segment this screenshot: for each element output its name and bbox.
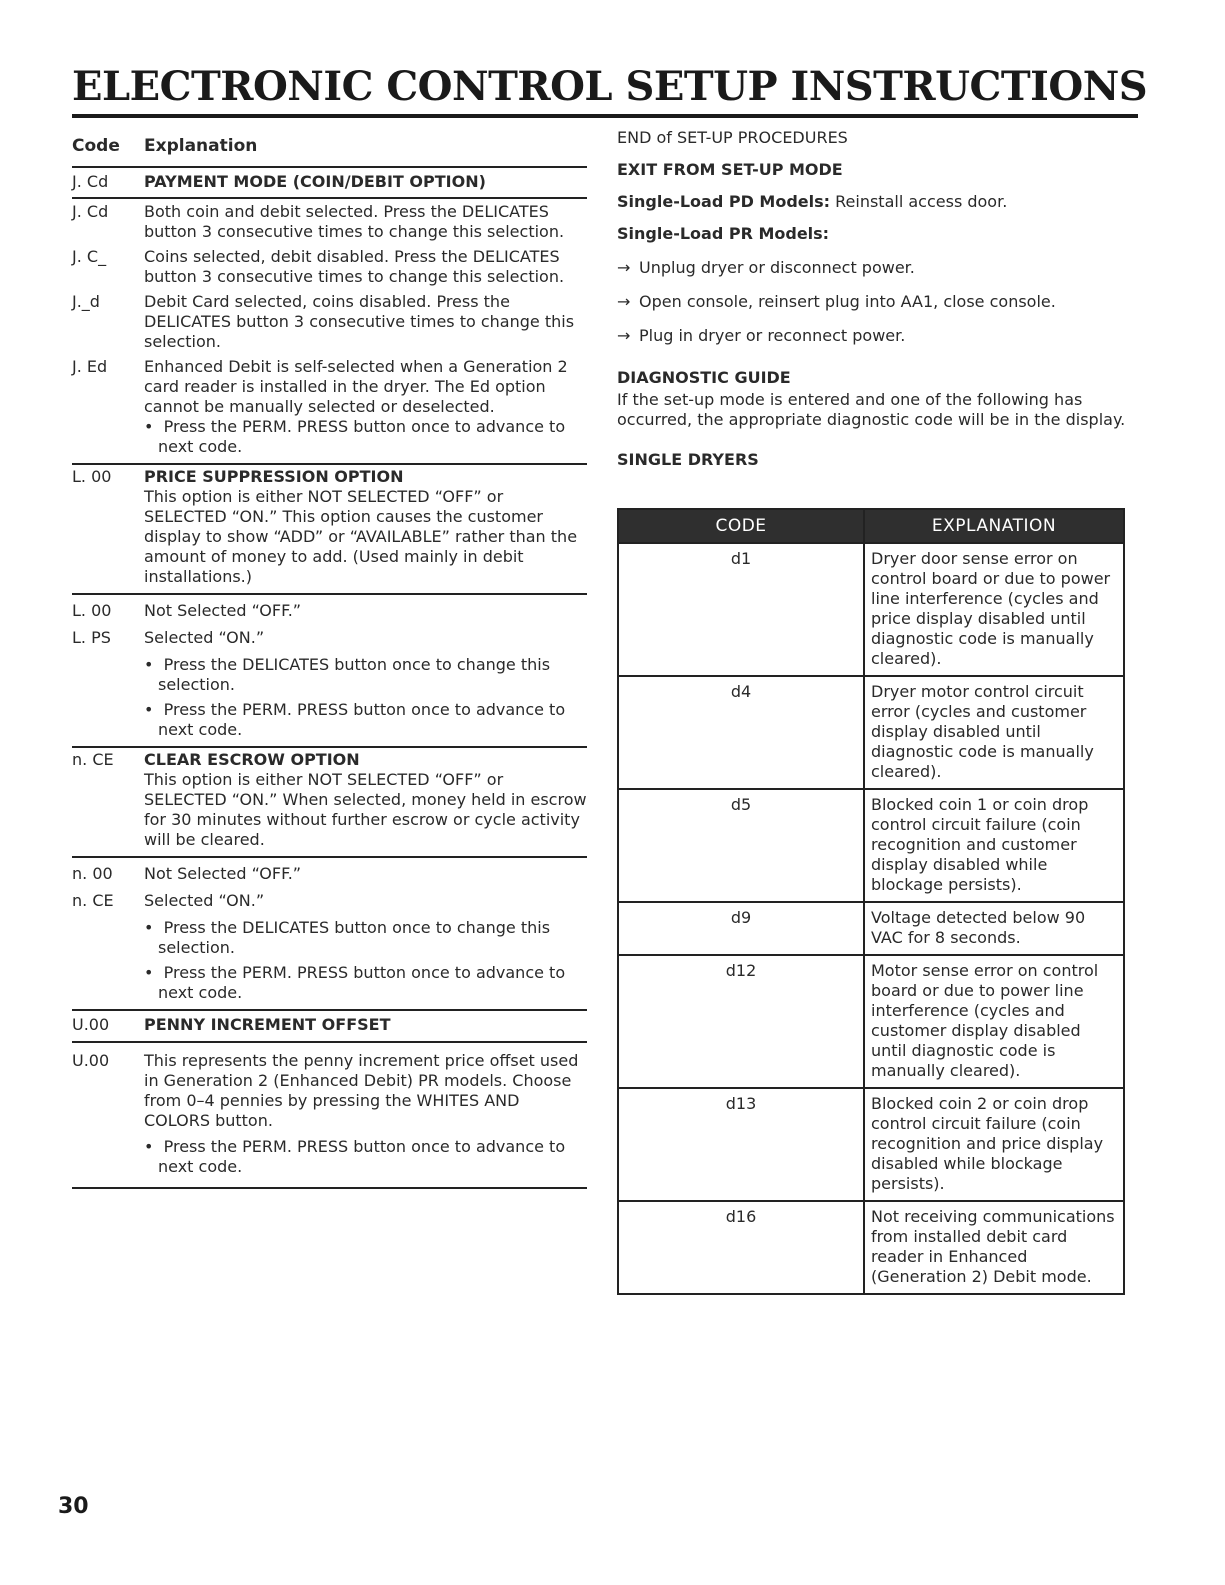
section-title-row [72,465,587,595]
section-desc-text: This option is either NOT SELECTED “OFF” or SELECTED “ON.” This option causes the customer display to show “ADD” or “AVAILABLE” rather than the amount of money to add. (Used mainly in debit installations.) [144,487,578,586]
step-item [617,326,1137,346]
step-text: Open console, reinsert plug into AA1, close console. [639,292,1056,311]
diagnostic-table [617,508,1125,1295]
list-item [72,354,587,463]
table-row [618,1201,1124,1294]
table-cell-code: d1 [618,543,864,676]
table-cell-code: d5 [618,789,864,902]
item-text: Both coin and debit selected. Press the DELICATES button 3 consecutive times to change this selection. [144,202,565,241]
diagnostic-intro: If the set-up mode is entered and one of the following has occurred, the appropriate diagnostic code will be in the display. [617,390,1126,429]
page-number: 30 [58,1494,89,1519]
item-text [144,1051,587,1177]
table-cell-explanation: Voltage detected below 90 VAC for 8 seconds. [864,902,1124,955]
payment-mode-section [72,168,587,465]
table-row [618,1088,1124,1201]
list-item [72,858,587,886]
item-text: Not Selected “OFF.” [144,601,302,620]
section-code: n. CE [72,750,114,769]
section-title: PAYMENT MODE (COIN/DEBIT OPTION) [144,172,486,191]
setup-exit-column [617,128,1137,470]
section-title: CLEAR ESCROW OPTION [144,750,360,769]
code-column-header: CODE [618,509,864,543]
section-description [144,467,587,587]
item-text [144,628,587,740]
list-item [72,595,587,623]
item-code: J._d [72,292,100,311]
pd-models-line [617,192,1137,212]
list-item [72,886,587,1009]
explanation-column-header: Explanation [144,136,258,156]
table-cell-code: d4 [618,676,864,789]
table-row [618,543,1124,676]
table-cell-explanation: Dryer door sense error on control board or due to power line interference (cycles and price display disabled until diagnostic code is manually cleared). [864,543,1124,676]
step-text: Plug in dryer or reconnect power. [639,326,906,345]
bullet-item: • Press the PERM. PRESS button once to advance to next code. [144,1137,587,1177]
item-code: J. C_ [72,247,107,266]
bullet-item: • Press the DELICATES button once to change this selection. [144,918,587,958]
arrow-icon: → [617,326,631,345]
item-text [144,357,587,457]
section-code: L. 00 [72,467,112,486]
table-header [72,132,587,168]
table-cell-explanation: Dryer motor control circuit error (cycles and customer display disabled until diagnostic code is manually cleared). [864,676,1124,789]
item-text-body: Selected “ON.” [144,891,265,910]
table-cell-code: d16 [618,1201,864,1294]
arrow-icon: → [617,258,631,277]
clear-escrow-section [72,748,587,1011]
item-code: n. CE [72,891,114,910]
bullet-item: • Press the PERM. PRESS button once to advance to next code. [144,417,587,457]
item-text-body: Enhanced Debit is self-selected when a Generation 2 card reader is installed in the dryer. The Ed option cannot be manually selected or deselected. [144,357,568,416]
section-title: PENNY INCREMENT OFFSET [144,1015,391,1034]
pr-models-label: Single-Load PR Models: [617,224,830,243]
section-code: U.00 [72,1015,110,1034]
list-item [72,623,587,746]
item-text [144,891,587,1003]
item-code: L. PS [72,628,111,647]
table-row [618,955,1124,1088]
explanation-column-header: EXPLANATION [864,509,1124,543]
item-code: U.00 [72,1051,110,1070]
table-cell-code: d12 [618,955,864,1088]
step-text: Unplug dryer or disconnect power. [639,258,915,277]
exit-heading: EXIT FROM SET-UP MODE [617,160,843,179]
step-item [617,292,1137,312]
code-explanation-table [72,132,587,1189]
list-item [72,199,587,244]
bullet-item: • Press the PERM. PRESS button once to advance to next code. [144,963,587,1003]
item-code: J. Ed [72,357,108,376]
bullet-item: • Press the DELICATES button once to change this selection. [144,655,587,695]
section-title: PRICE SUPPRESSION OPTION [144,467,404,486]
table-header-row [618,509,1124,543]
item-text-body: This represents the penny increment price offset used in Generation 2 (Enhanced Debit) PR models. Choose from 0–4 pennies by pressing the WHITES AND COLORS button. [144,1051,579,1130]
list-item [72,1043,587,1187]
list-item [72,244,587,289]
item-text: Debit Card selected, coins disabled. Press the DELICATES button 3 consecutive times to change this selection. [144,292,575,351]
item-text-body: Selected “ON.” [144,628,265,647]
table-cell-code: d9 [618,902,864,955]
item-code: n. 00 [72,864,113,883]
code-column-header: Code [72,136,120,156]
table-cell-explanation: Not receiving communications from installed debit card reader in Enhanced (Generation 2) Debit mode. [864,1201,1124,1294]
table-cell-explanation: Blocked coin 2 or coin drop control circuit failure (coin recognition and price display disabled while blockage persists). [864,1088,1124,1201]
item-code: L. 00 [72,601,112,620]
price-suppression-section [72,465,587,748]
table-cell-explanation: Blocked coin 1 or coin drop control circuit failure (coin recognition and customer display disabled while blockage persists). [864,789,1124,902]
table-row [618,789,1124,902]
single-dryers-heading: SINGLE DRYERS [617,450,759,469]
diagnostic-guide-heading: DIAGNOSTIC GUIDE [617,368,791,387]
section-title-row [72,1011,587,1043]
pd-models-text: Reinstall access door. [835,192,1008,211]
section-title-row [72,168,587,199]
pd-models-label: Single-Load PD Models: [617,192,831,211]
table-row [618,676,1124,789]
section-description [144,750,587,850]
section-title-row [72,748,587,858]
step-item [617,258,1137,278]
table-row [618,902,1124,955]
table-cell-explanation: Motor sense error on control board or due to power line interference (cycles and customer display disabled until diagnostic code is manually cleared). [864,955,1124,1088]
bullet-item: • Press the PERM. PRESS button once to advance to next code. [144,700,587,740]
list-item [72,289,587,354]
item-code: J. Cd [72,202,109,221]
table-cell-code: d13 [618,1088,864,1201]
penny-increment-section [72,1011,587,1189]
section-code: J. Cd [72,172,109,191]
end-of-procedures-text: END of SET-UP PROCEDURES [617,128,848,147]
page-title: ELECTRONIC CONTROL SETUP INSTRUCTIONS [72,62,1138,118]
arrow-icon: → [617,292,631,311]
item-text: Not Selected “OFF.” [144,864,302,883]
item-text: Coins selected, debit disabled. Press the DELICATES button 3 consecutive times to change this selection. [144,247,565,286]
section-desc-text: This option is either NOT SELECTED “OFF” or SELECTED “ON.” When selected, money held in escrow for 30 minutes without further escrow or cycle activity will be cleared. [144,770,587,849]
